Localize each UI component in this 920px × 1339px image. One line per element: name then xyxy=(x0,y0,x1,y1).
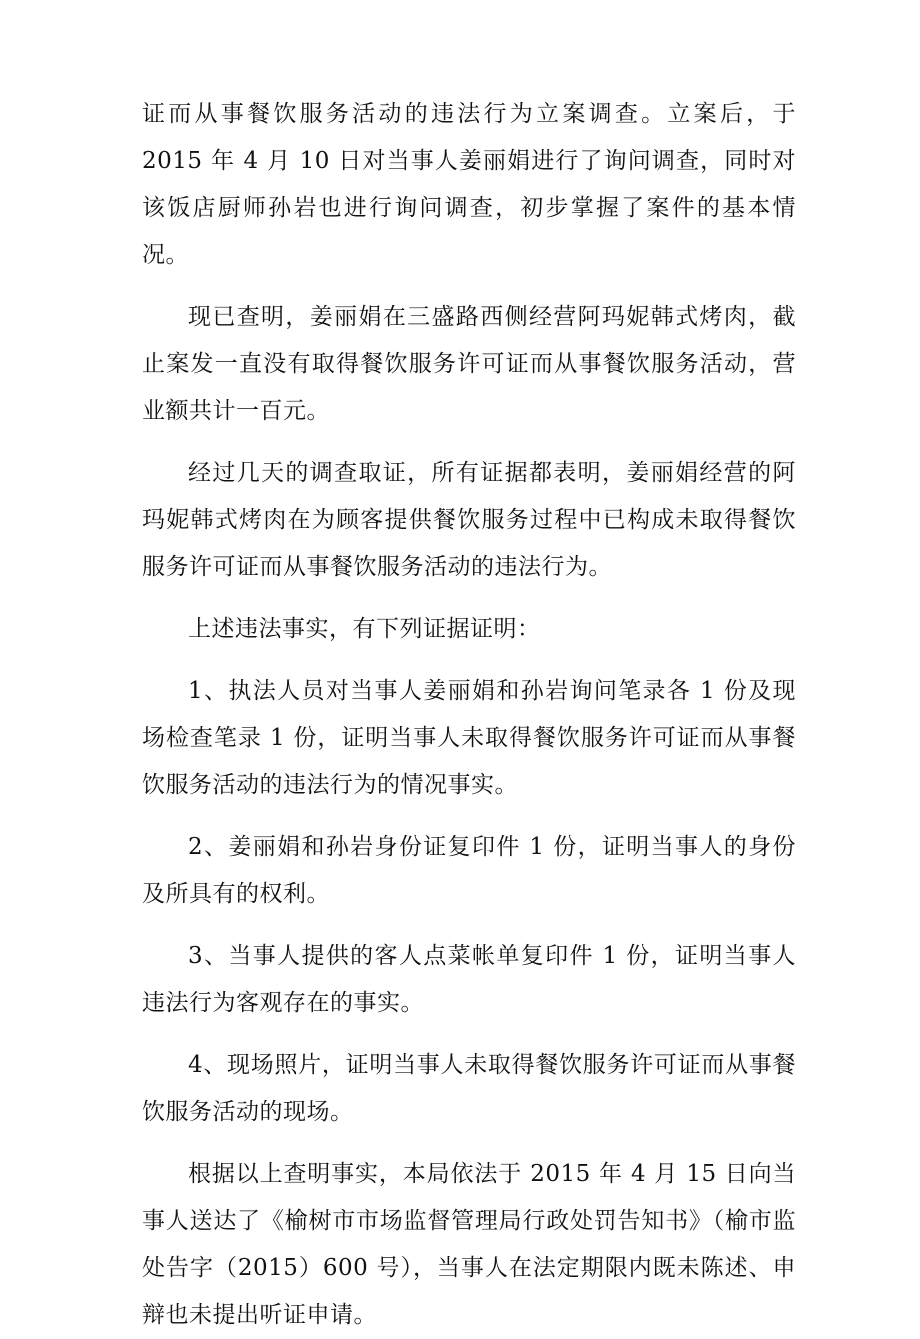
paragraph-evidence-2: 2、姜丽娟和孙岩身份证复印件 1 份，证明当事人的身份及所具有的权利。 xyxy=(142,834,796,907)
paragraph-gap xyxy=(142,809,796,824)
paragraph-gap xyxy=(142,918,796,933)
paragraph-evidence-1: 1、执法人员对当事人姜丽娟和孙岩询问笔录各 1 份及现场检查笔录 1 份，证明当事人未取得餐饮服务许可证而从事餐饮服务活动的违法行为的情况事实。 xyxy=(142,678,796,798)
paragraph-gap xyxy=(142,435,796,450)
paragraph-case-filing: 证而从事餐饮服务活动的违法行为立案调查。立案后，于 2015 年 4 月 10 日对当事人姜丽娟进行了询问调查，同时对该饭店厨师孙岩也进行询问调查，初步掌握了案件的基本情况。 xyxy=(142,101,796,268)
paragraph-gap xyxy=(142,1027,796,1042)
paragraph-gap xyxy=(142,1136,796,1151)
paragraph-evidence-intro: 上述违法事实，有下列证据证明： xyxy=(188,616,541,642)
paragraph-evidence-4: 4、现场照片，证明当事人未取得餐饮服务许可证而从事餐饮服务活动的现场。 xyxy=(142,1052,796,1125)
paragraph-notice: 根据以上查明事实，本局依法于 2015 年 4 月 15 日向当事人送达了《榆树市市场监督管理局行政处罚告知书》（榆市监处告字（2015）600 号），当事人在法定期限内既未陈述、申辩也未提出听证申请。 xyxy=(142,1161,796,1328)
paragraph-gap xyxy=(142,653,796,668)
paragraph-findings: 现已查明，姜丽娟在三盛路西侧经营阿玛妮韩式烤肉，截止案发一直没有取得餐饮服务许可证而从事餐饮服务活动，营业额共计一百元。 xyxy=(142,304,796,424)
document-body xyxy=(142,91,796,1339)
paragraph-gap xyxy=(142,279,796,294)
paragraph-evidence-3: 3、当事人提供的客人点菜帐单复印件 1 份，证明当事人违法行为客观存在的事实。 xyxy=(142,943,796,1016)
paragraph-gap xyxy=(142,591,796,606)
paragraph-investigation: 经过几天的调查取证，所有证据都表明，姜丽娟经营的阿玛妮韩式烤肉在为顾客提供餐饮服务过程中已构成未取得餐饮服务许可证而从事餐饮服务活动的违法行为。 xyxy=(142,460,796,580)
